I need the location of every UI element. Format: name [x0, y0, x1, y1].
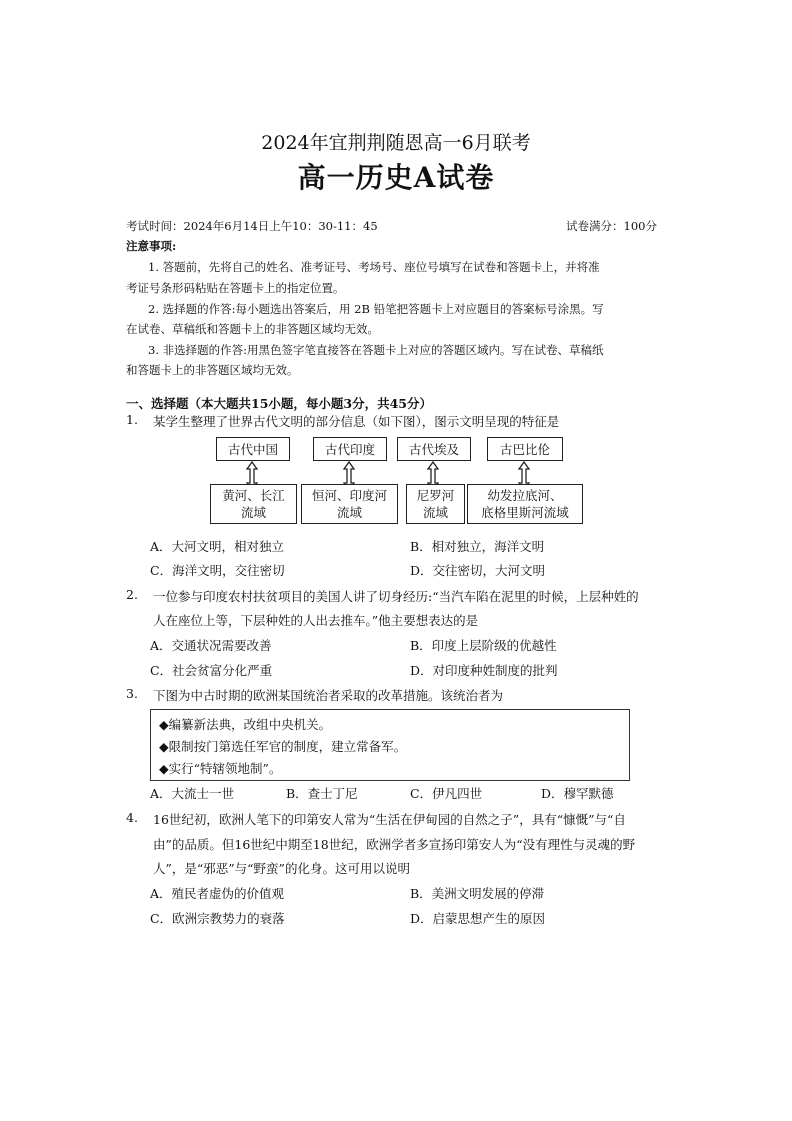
full-score: 试卷满分：100分 — [566, 219, 657, 233]
q3-reform-item-1: ◆编纂新法典，改组中央机关。 — [159, 717, 332, 732]
q3-option-c[interactable]: C．伊凡四世 — [410, 786, 483, 801]
note-1-line-2: 考证号条形码粘贴在答题卡上的指定位置。 — [126, 281, 345, 295]
q4-stem-line-3: 人”，是“邪恶”与“野蛮”的化身。这可用以说明 — [153, 861, 410, 876]
q1-stem: 某学生整理了世界古代文明的部分信息（如下图），图示文明呈现的特征是 — [153, 414, 560, 429]
note-3-line-1: 3. 非选择题的作答:用黑色签字笔直接答在答题卡上对应的答题区域内。写在试卷、草稿纸 — [148, 343, 604, 357]
q3-reform-item-2: ◆限制按门第选任军官的制度，建立常备军。 — [159, 739, 407, 754]
q1-option-c[interactable]: C．海洋文明，交往密切 — [150, 563, 285, 578]
q4-option-d[interactable]: D．启蒙思想产生的原因 — [410, 911, 546, 926]
diagram-river-china: 黄河、长江 流域 — [210, 484, 297, 524]
q4-stem-line-2: 由”的品质。但16世纪中期至18世纪，欧洲学者多宣扬印第安人为“没有理性与灵魂的野 — [153, 837, 636, 852]
diagram-box-china: 古代中国 — [216, 437, 290, 461]
q2-option-c[interactable]: C．社会贫富分化严重 — [150, 663, 273, 678]
q2-number: 2. — [126, 587, 138, 602]
q4-option-c[interactable]: C．欧洲宗教势力的衰落 — [150, 911, 285, 926]
diagram-box-babylon: 古巴比伦 — [487, 437, 563, 461]
q2-option-a[interactable]: A．交通状况需要改善 — [150, 638, 272, 653]
note-2-line-1: 2. 选择题的作答:每小题选出答案后，用 2B 铅笔把答题卡上对应题目的答案标号涂黑。写 — [148, 302, 604, 316]
q3-option-d[interactable]: D．穆罕默德 — [541, 786, 614, 801]
q2-stem-line-1: 一位参与印度农村扶贫项目的美国人讲了切身经历:“当汽车陷在泥里的时候，上层种姓的 — [153, 589, 639, 604]
q4-stem-line-1: 16世纪初，欧洲人笔下的印第安人常为“生活在伊甸园的自然之子”，具有“慷慨”与“自 — [153, 812, 626, 827]
q3-option-b[interactable]: B．查士丁尼 — [286, 786, 358, 801]
section-heading: 一、选择题（本大题共15小题，每小题3分，共45分） — [126, 396, 432, 411]
q3-reform-box — [150, 709, 630, 781]
q4-option-b[interactable]: B．美洲文明发展的停滞 — [410, 886, 545, 901]
q2-option-d[interactable]: D．对印度种姓制度的批判 — [410, 663, 558, 678]
diagram-river-babylon: 幼发拉底河、 底格里斯河流域 — [467, 484, 583, 524]
diagram-river-egypt: 尼罗河 流域 — [406, 484, 465, 524]
q4-option-a[interactable]: A．殖民者虚伪的价值观 — [150, 886, 285, 901]
note-1-line-1: 1. 答题前，先将自己的姓名、准考证号、考场号、座位号填写在试卷和答题卡上，并将准 — [148, 260, 600, 274]
diagram-box-egypt: 古代埃及 — [397, 437, 471, 461]
q3-stem: 下图为中古时期的欧洲某国统治者采取的改革措施。该统治者为 — [153, 688, 504, 703]
q3-number: 3. — [126, 686, 138, 701]
q1-option-d[interactable]: D．交往密切，大河文明 — [410, 563, 546, 578]
q1-number: 1. — [126, 412, 138, 427]
note-3-line-2: 和答题卡上的非答题区域均无效。 — [126, 363, 299, 377]
notes-heading: 注意事项: — [126, 239, 177, 253]
exam-subtitle: 高一历史A试卷 — [297, 161, 495, 194]
q1-option-b[interactable]: B．相对独立，海洋文明 — [410, 539, 545, 554]
q3-reform-item-3: ◆实行“特辖领地制”。 — [159, 761, 282, 776]
exam-time: 考试时间：2024年6月14日上午10：30-11：45 — [126, 219, 378, 233]
q3-option-a[interactable]: A．大流士一世 — [150, 786, 235, 801]
q2-option-b[interactable]: B．印度上层阶级的优越性 — [410, 638, 557, 653]
q4-number: 4. — [126, 810, 138, 825]
q1-option-a[interactable]: A．大河文明，相对独立 — [150, 539, 285, 554]
q2-stem-line-2: 人在座位上等，下层种姓的人出去推车。”他主要想表达的是 — [153, 613, 479, 628]
note-2-line-2: 在试卷、草稿纸和答题卡上的非答题区域均无效。 — [126, 322, 379, 336]
diagram-river-india: 恒河、印度河 流域 — [301, 484, 398, 524]
exam-title: 2024年宜荆荆随恩高一6月联考 — [261, 132, 531, 154]
diagram-box-india: 古代印度 — [313, 437, 387, 461]
